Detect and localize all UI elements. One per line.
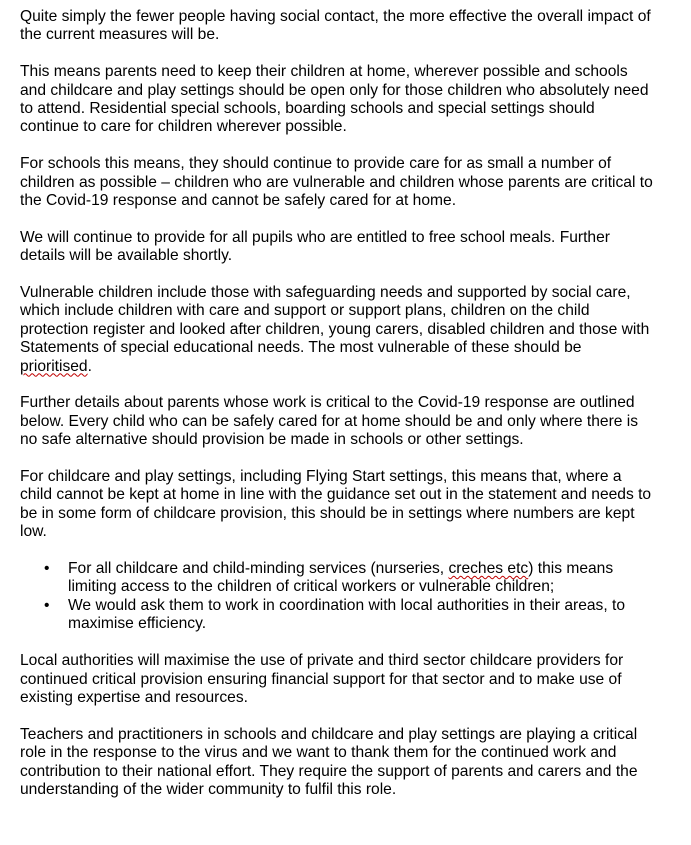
paragraph-teachers-thanks: Teachers and practitioners in schools and childcare and play settings are playing a critical role in the response to the virus and we want to thank them for the continued work and contribution to their national effort. They require the support of parents and carers and the understanding of the wider community to fulfil this role.	[20, 725, 638, 798]
paragraph-schools-care: For schools this means, they should continue to provide care for as small a number of children as possible – children who are vulnerable and children whose parents are critical to the Covid-19 response and cannot be safely cared for at home.	[20, 155, 653, 210]
paragraph-local-authorities: Local authorities will maximise the use of private and third sector childcare providers for continued critical provision ensuring financial support for that sector and to make use of existing expertise and resources.	[20, 652, 624, 706]
bullet-icon: •	[44, 596, 50, 614]
list-item-text-start: For all childcare and child-minding services (nurseries,	[68, 560, 449, 578]
vulnerable-text: Vulnerable children include those with safeguarding needs and supported by social care, which include children with care and support or support plans, children on the child protection register and looked after children, young carers, disabled children and those with Statements of special educational needs. The most vulnerable of these should be	[20, 284, 650, 357]
vulnerable-tail: .	[87, 357, 92, 375]
bullet-list	[20, 560, 680, 634]
list-item-text: We would ask them to work in coordination with local authorities in their areas, to maximise efficiency.	[68, 596, 626, 633]
document-body	[20, 8, 680, 818]
paragraph-vulnerable-children	[20, 284, 680, 376]
paragraph-childcare-settings: For childcare and play settings, including Flying Start settings, this means that, where a child cannot be kept at home in line with the guidance set out in the statement and needs to be in some form of childcare provision, this should be in settings where numbers are kept low.	[20, 468, 652, 541]
spelling-flagged-phrase[interactable]: creches etc	[448, 560, 529, 578]
paragraph-critical-workers: Further details about parents whose work is critical to the Covid-19 response are outlined below. Every child who can be safely cared for at home should be and only where there is no safe alternative should provision be made in schools or other settings.	[20, 394, 639, 449]
paragraph-free-school-meals: We will continue to provide for all pupils who are entitled to free school meals. Further details will be available shortly.	[20, 228, 610, 265]
list-item	[44, 596, 680, 634]
list-item-text-end: ) this means limiting access to the children of critical workers or vulnerable children;	[68, 560, 614, 596]
paragraph-keep-children-home: This means parents need to keep their children at home, wherever possible and schools and childcare and play settings should be open only for those children who absolutely need to attend. Residential special schools, boarding schools and special settings should continue to care for children wherever possible.	[20, 63, 649, 136]
paragraph-social-contact: Quite simply the fewer people having social contact, the more effective the overall impact of the current measures will be.	[20, 8, 651, 44]
bullet-icon: •	[44, 560, 50, 578]
list-item	[44, 560, 680, 597]
spelling-flagged-word[interactable]: prioritised	[20, 357, 88, 375]
